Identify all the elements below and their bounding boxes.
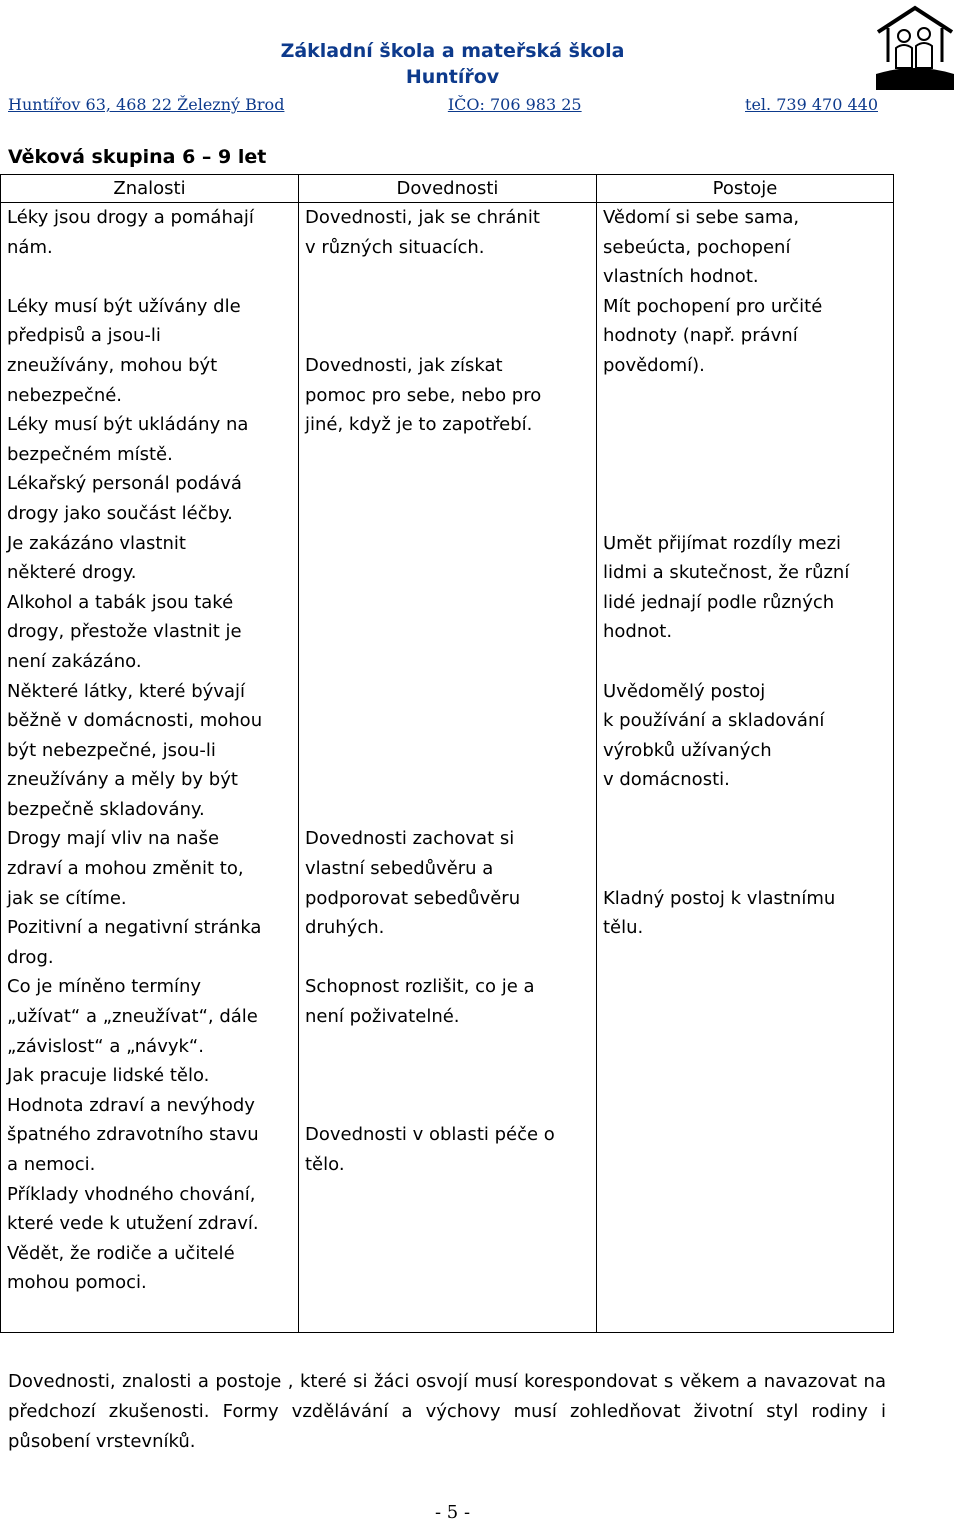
knowledge-line: zneužívány a měly by být [7, 769, 238, 791]
knowledge-line: Vědět, že rodiče a učitelé [7, 1242, 235, 1264]
skills-line: Dovednosti v oblasti péče o [305, 1124, 555, 1146]
knowledge-line: Léky musí být užívány dle [7, 295, 241, 317]
knowledge-line [7, 262, 292, 292]
skills-line [305, 1032, 590, 1062]
knowledge-line: Některé látky, které bývají [7, 680, 245, 702]
skills-line [305, 469, 590, 499]
attitudes-line: lidmi a skutečnost, že různí [603, 562, 850, 584]
knowledge-line: předpisů a jsou-li [7, 325, 161, 347]
skills-line: Dovednosti, jak získat [305, 354, 503, 376]
attitudes-line: Mít pochopení pro určité [603, 295, 823, 317]
header-attitudes: Postoje [597, 175, 894, 203]
school-header [0, 38, 905, 90]
skills-line [305, 1061, 590, 1091]
attitudes-line: hodnoty (např. právní [603, 325, 798, 347]
attitudes-line: sebeúcta, pochopení [603, 236, 791, 258]
knowledge-line: není zakázáno. [7, 650, 142, 672]
attitudes-line: Uvědomělý postoj [603, 680, 766, 702]
attitudes-line [603, 824, 887, 854]
knowledge-line: Jak pracuje lidské tělo. [7, 1065, 210, 1087]
knowledge-line: „užívat“ a „zneužívat“, dále [7, 1006, 258, 1028]
knowledge-line: „závislost“ a „návyk“. [7, 1035, 204, 1057]
skills-line [305, 736, 590, 766]
knowledge-line: Léky musí být ukládány na [7, 414, 249, 436]
attitudes-line: výrobků užívaných [603, 739, 772, 761]
skills-line [305, 1091, 590, 1121]
knowledge-line: drog. [7, 946, 54, 968]
knowledge-line: které vede k utužení zdraví. [7, 1213, 259, 1235]
knowledge-line: Drogy mají vliv na naše [7, 828, 220, 850]
school-logo-icon [874, 2, 956, 92]
page-number: - 5 - [434, 1502, 471, 1523]
knowledge-line: bezpečném místě. [7, 443, 173, 465]
knowledge-line: mohou pomoci. [7, 1272, 147, 1294]
knowledge-line: jak se cítíme. [7, 887, 127, 909]
attitudes-line: Kladný postoj k vlastnímu [603, 887, 836, 909]
skills-cell [299, 203, 597, 1333]
attitudes-cell [597, 203, 894, 1333]
attitudes-line [603, 381, 887, 411]
knowledge-line: některé drogy. [7, 562, 137, 584]
knowledge-line: nám. [7, 236, 53, 258]
attitudes-line: Vědomí si sebe sama, [603, 207, 800, 228]
knowledge-lines [7, 203, 292, 1298]
skills-line: v různých situacích. [305, 236, 485, 258]
attitudes-line [603, 410, 887, 440]
header-knowledge: Znalosti [1, 175, 299, 203]
school-ico: IČO: 706 983 25 [447, 95, 582, 114]
skills-line: Dovednosti zachovat si [305, 828, 515, 850]
skills-line: není poživatelné. [305, 1006, 460, 1028]
attitudes-line [603, 499, 887, 529]
knowledge-line: Co je míněno termíny [7, 976, 202, 998]
table-row [1, 203, 894, 1333]
attitudes-line [603, 795, 887, 825]
knowledge-line: drogy jako součást léčby. [7, 502, 233, 524]
skills-line: vlastní sebedůvěru a [305, 858, 494, 880]
skills-line: druhých. [305, 917, 385, 939]
skills-line [305, 440, 590, 470]
table-header-row [1, 175, 894, 203]
knowledge-line: drogy, přestože vlastnit je [7, 621, 242, 643]
attitudes-line [603, 469, 887, 499]
skills-line: pomoc pro sebe, nebo pro [305, 384, 542, 406]
skills-line [305, 499, 590, 529]
attitudes-line: povědomí). [603, 354, 705, 376]
school-address: Huntířov 63, 468 22 Železný Brod [8, 95, 285, 114]
knowledge-line: zdraví a mohou změnit to, [7, 858, 244, 880]
header-skills: Dovednosti [299, 175, 597, 203]
school-phone: tel. 739 470 440 [745, 95, 878, 114]
attitudes-line: tělu. [603, 917, 644, 939]
skills-line: tělo. [305, 1154, 345, 1175]
attitudes-line [603, 440, 887, 470]
attitudes-line: vlastních hodnot. [603, 266, 759, 288]
knowledge-line: Je zakázáno vlastnit [7, 532, 186, 554]
attitudes-line: k používání a skladování [603, 710, 825, 732]
school-contact-line [8, 95, 878, 114]
skills-line [305, 529, 590, 559]
knowledge-line: Pozitivní a negativní stránka [7, 917, 262, 939]
skills-line: Dovednosti, jak se chránit [305, 207, 540, 228]
knowledge-line: a nemoci. [7, 1154, 96, 1175]
skills-line [305, 321, 590, 351]
skills-line [305, 765, 590, 795]
knowledge-line: nebezpečné. [7, 384, 123, 406]
knowledge-line: Příklady vhodného chování, [7, 1183, 256, 1205]
skills-line: Schopnost rozlišit, co je a [305, 976, 535, 998]
skills-line: jiné, když je to zapotřebí. [305, 414, 533, 436]
curriculum-table [0, 174, 894, 1333]
skills-line [305, 943, 590, 973]
knowledge-line: Alkohol a tabák jsou také [7, 591, 234, 613]
knowledge-line: Léky jsou drogy a pomáhají [7, 207, 254, 228]
school-town: Huntířov [405, 66, 500, 88]
attitudes-line: hodnot. [603, 621, 673, 643]
attitudes-line: v domácnosti. [603, 769, 730, 791]
knowledge-line: Hodnota zdraví a nevýhody [7, 1094, 255, 1116]
skills-line: podporovat sebedůvěru [305, 887, 521, 909]
school-name: Základní škola a mateřská škola [280, 40, 625, 62]
knowledge-line: bezpečně skladovány. [7, 798, 205, 820]
knowledge-line: zneužívány, mohou být [7, 354, 218, 376]
knowledge-cell [1, 203, 299, 1333]
skills-line [305, 647, 590, 677]
skills-line [305, 677, 590, 707]
skills-line [305, 795, 590, 825]
knowledge-line: běžně v domácnosti, mohou [7, 710, 263, 732]
knowledge-line: Lékařský personál podává [7, 473, 242, 495]
knowledge-line: špatného zdravotního stavu [7, 1124, 259, 1146]
skills-line [305, 292, 590, 322]
skills-line [305, 262, 590, 292]
skills-line [305, 617, 590, 647]
attitudes-line: Umět přijímat rozdíly mezi [603, 532, 842, 554]
age-group-title: Věková skupina 6 – 9 let [8, 146, 267, 168]
skills-lines [305, 203, 590, 1180]
knowledge-line: být nebezpečné, jsou-li [7, 739, 216, 761]
attitudes-line: lidé jednají podle různých [603, 591, 835, 613]
attitudes-line [603, 647, 887, 677]
footer-note: Dovednosti, znalosti a postoje , které si žáci osvojí musí korespondovat s věkem a navazovat na předchozí zkušenosti. Formy vzdělávání a výchovy musí zohledňovat životní styl rodiny i působení vrstevníků. [8, 1371, 886, 1452]
skills-line [305, 558, 590, 588]
skills-line [305, 588, 590, 618]
skills-line [305, 706, 590, 736]
attitudes-lines [603, 203, 887, 943]
attitudes-line [603, 854, 887, 884]
